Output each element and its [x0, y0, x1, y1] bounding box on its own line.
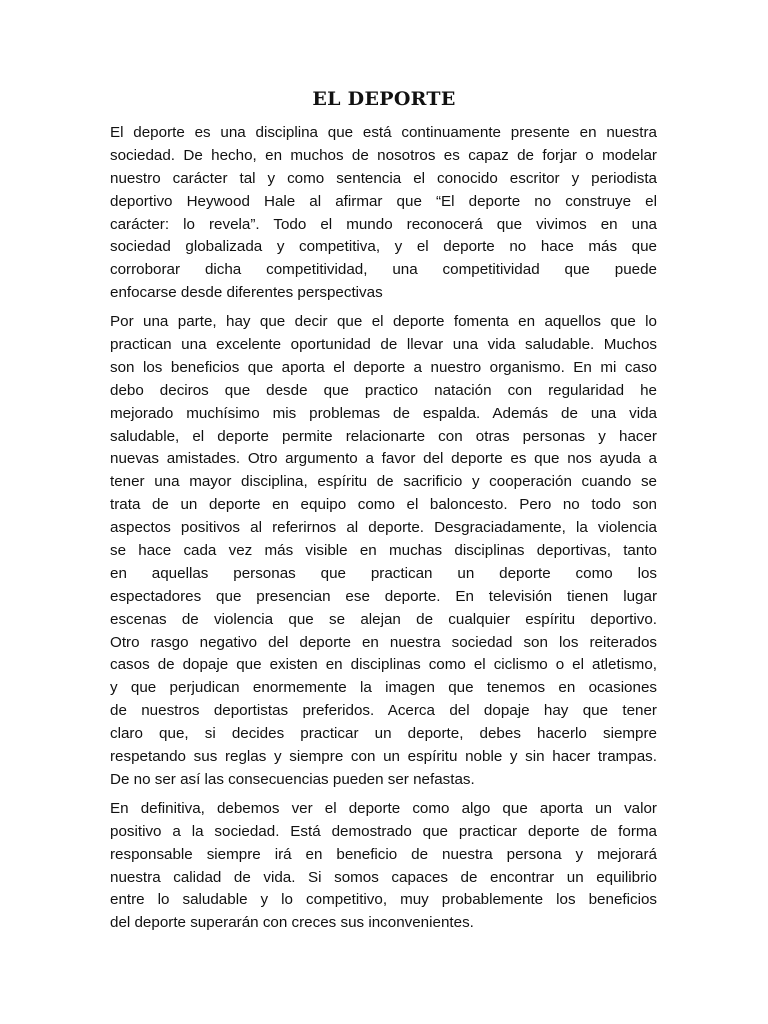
document-title: EL DEPORTE: [312, 88, 456, 110]
paragraph-line: debo deciros que desde que practico natación con regularidad he: [110, 381, 657, 399]
paragraph-line: deportivo Heywood Hale al afirmar que “El deporte no construye el: [110, 192, 657, 210]
paragraph-line: nuestro carácter tal y como sentencia el conocido escritor y periodista: [110, 169, 657, 187]
paragraph-line: de nuestros deportistas preferidos. Acerca del dopaje hay que tener: [110, 702, 657, 720]
paragraph-line: escenas de violencia que se alejan de cualquier espíritu deportivo.: [110, 610, 657, 628]
paragraph-line: aspectos positivos al referirnos al deporte. Desgraciadamente, la violencia: [110, 519, 657, 537]
paragraph-line: enfocarse desde diferentes perspectivas: [110, 284, 383, 302]
paragraph-line: espectadores que presencian ese deporte. En televisión tienen lugar: [110, 587, 657, 605]
paragraph-line: y que perjudican enormemente la imagen que tenemos en ocasiones: [110, 679, 657, 697]
paragraph-line: mejorado muchísimo mis problemas de espalda. Además de una vida: [110, 404, 657, 422]
paragraph-line: respetando sus reglas y siempre con un espíritu noble y sin hacer trampas.: [110, 748, 657, 766]
paragraph-line: nuestra calidad de vida. Si somos capaces de encontrar un equilibrio: [110, 868, 657, 886]
paragraph-line: en aquellas personas que practican un deporte como los: [110, 564, 657, 582]
paragraph-line: nuevas amistades. Otro argumento a favor del deporte es que nos ayuda a: [110, 450, 657, 468]
paragraph-line: tener una mayor disciplina, espíritu de sacrificio y cooperación cuando se: [110, 473, 657, 491]
paragraph-line: trata de un deporte en equipo como el baloncesto. Pero no todo son: [110, 496, 657, 514]
paragraph-line: saludable, el deporte permite relacionarte con otras personas y hacer: [110, 427, 657, 445]
paragraph-line: practican una excelente oportunidad de llevar una vida saludable. Muchos: [110, 336, 657, 354]
paragraph-line: son los beneficios que aporta el deporte a nuestro organismo. En mi caso: [110, 358, 657, 376]
paragraph-line: se hace cada vez más visible en muchas disciplinas deportivas, tanto: [110, 542, 657, 560]
paragraph-line: casos de dopaje que existen en disciplinas como el ciclismo o el atletismo,: [110, 656, 657, 674]
paragraph-line: entre lo saludable y lo competitivo, muy probablemente los beneficios: [110, 891, 657, 909]
paragraph-1: [110, 122, 657, 305]
paragraph-line: En definitiva, debemos ver el deporte como algo que aporta un valor: [110, 799, 657, 817]
paragraph-line: Por una parte, hay que decir que el deporte fomenta en aquellos que lo: [110, 313, 657, 331]
paragraph-line: sociedad globalizada y competitiva, y el deporte no hace más que: [110, 238, 657, 256]
paragraph-line: carácter: lo revela”. Todo el mundo reconocerá que vivimos en una: [110, 215, 657, 233]
paragraph-line: Otro rasgo negativo del deporte en nuestra sociedad son los reiterados: [110, 633, 657, 651]
paragraph-line: del deporte superarán con creces sus inconvenientes.: [110, 914, 474, 932]
paragraph-2: [110, 311, 657, 792]
paragraph-line: El deporte es una disciplina que está continuamente presente en nuestra: [110, 124, 657, 141]
paragraph-3: [110, 798, 657, 935]
document-body: [110, 122, 657, 941]
paragraph-line: corroborar dicha competitividad, una competitividad que puede: [110, 261, 657, 279]
paragraph-line: responsable siempre irá en beneficio de nuestra persona y mejorará: [110, 845, 657, 863]
paragraph-line: sociedad. De hecho, en muchos de nosotros es capaz de forjar o modelar: [110, 146, 657, 164]
paragraph-line: claro que, si decides practicar un deporte, debes hacerlo siempre: [110, 725, 657, 743]
paragraph-line: De no ser así las consecuencias pueden ser nefastas.: [110, 770, 475, 788]
paragraph-line: positivo a la sociedad. Está demostrado que practicar deporte de forma: [110, 822, 657, 840]
